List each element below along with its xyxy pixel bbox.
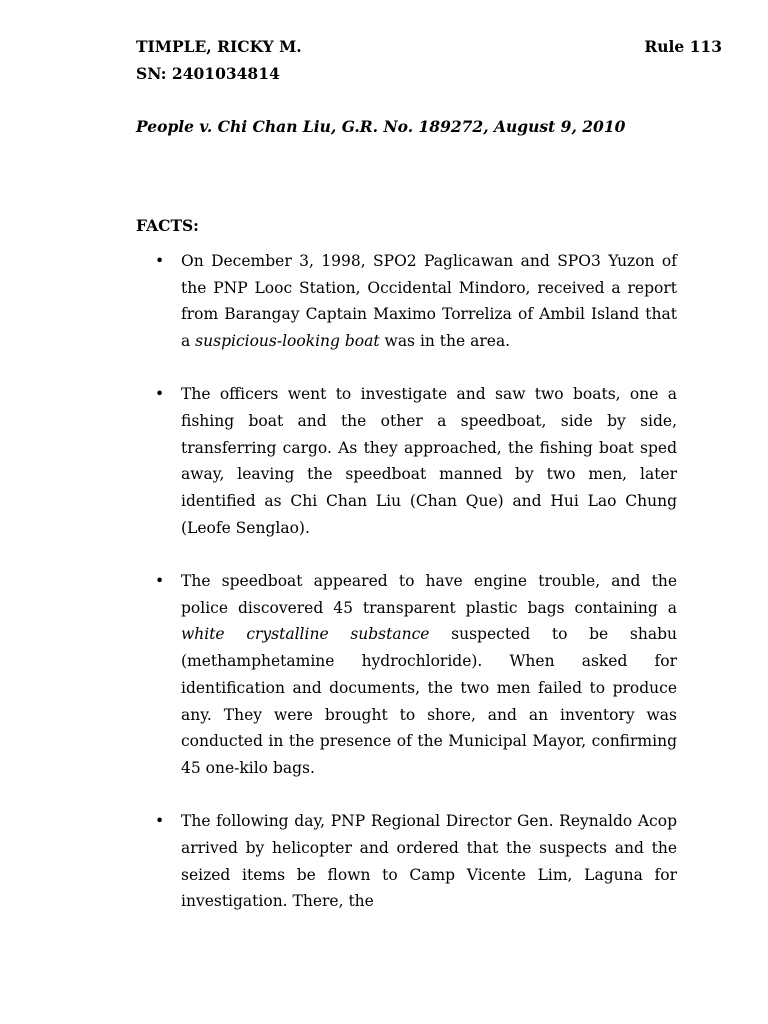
fact-emphasis-text: white crystalline substance [181, 625, 430, 644]
fact-text: was in the area. [379, 332, 511, 351]
fact-text: On December 3, 1998, SPO2 Paglicawan and SPO3 Yuzon of the PNP Looc Station, Occidental Mindoro, received a report from Barangay Captain Maximo Torreliza of Ambil Island that a [181, 252, 677, 351]
fact-text: The following day, PNP Regional Director Gen. Reynaldo Acop arrived by helicopter and ordered that the suspects and the seized items be flown to Camp Vicente Lim, Laguna for investigation. There, the [181, 812, 677, 911]
fact-text: suspected to be shabu (methamphetamine hydrochloride). When asked for identification and documents, the two men failed to produce any. They were brought to shore, and an inventory was conducted in the presence of the Municipal Mayor, confirming 45 one-kilo bags. [181, 625, 678, 777]
header-row-name [136, 34, 722, 60]
fact-list-item [155, 808, 677, 915]
bullet-point: • [155, 385, 165, 404]
bullet-point: • [155, 252, 165, 270]
header-row-student-number [136, 61, 722, 87]
fact-list-item [155, 381, 677, 541]
facts-list [155, 248, 678, 941]
fact-text: The speedboat appeared to have engine trouble, and the police discovered 45 transparent plastic bags containing a [181, 572, 677, 617]
bullet-point: • [155, 812, 165, 831]
fact-emphasis-text: suspicious-looking boat [195, 332, 380, 351]
student-number: SN: 2401034814 [136, 64, 280, 83]
rule-label: Rule 113 [644, 37, 722, 56]
fact-text: The officers went to investigate and saw two boats, one a fishing boat and the other a speedboat, side by side, transferring cargo. As they approached, the fishing boat sped away, leaving the speedboat manned by two men, later identified as Chi Chan Liu (Chan Que) and Hui Lao Chung (Leofe Senglao). [181, 385, 677, 537]
bullet-point: • [155, 572, 165, 591]
facts-heading: FACTS: [136, 216, 199, 235]
case-citation: People v. Chi Chan Liu, G.R. No. 189272, August 9, 2010 [136, 117, 626, 136]
student-name: TIMPLE, RICKY M. [136, 37, 302, 56]
fact-list-item [155, 248, 677, 355]
fact-list-item [155, 568, 678, 782]
